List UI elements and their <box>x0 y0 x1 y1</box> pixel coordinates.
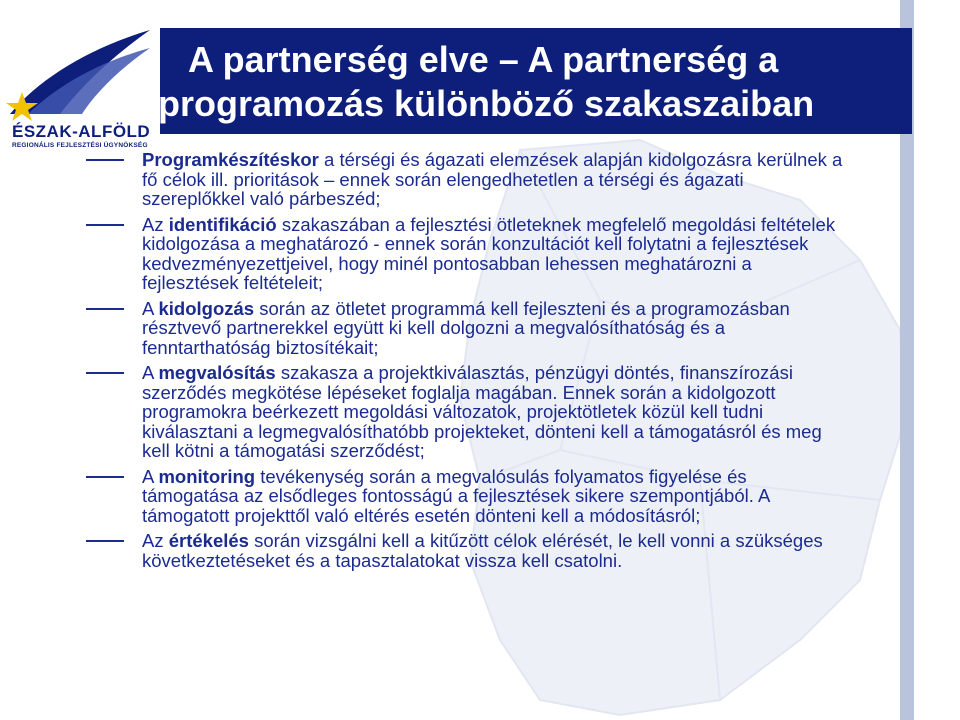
item-text <box>142 150 846 209</box>
item-body: tevékenység során a megvalósulás folyamatos figyelése és támogatása az elsődleges fontosságú a fejlesztések sikere szempontjából. A támogatott projekttől való eltérés esetén dönteni kell a módosításról; <box>142 465 770 526</box>
item-prefix: Az <box>142 213 169 235</box>
item-keyword: monitoring <box>158 465 256 487</box>
logo-subtitle: REGIONÁLIS FEJLESZTÉSI ÜGYNÖKSÉG <box>12 142 148 149</box>
item-text <box>142 215 846 293</box>
title-line-2: programozás különböző szakaszaiban <box>158 83 815 124</box>
dash-bullet <box>86 159 124 161</box>
item-text <box>142 299 846 358</box>
item-body: a térségi és ágazati elemzések alapján kidolgozásra kerülnek a fő célok ill. prioritások – ennek során elengedhetetlen a térségi és ágazati szereplőkkel való párbeszéd; <box>142 149 843 209</box>
list-item <box>86 215 846 293</box>
item-prefix: A <box>142 465 159 487</box>
item-keyword: identifikáció <box>168 213 277 235</box>
dash-bullet <box>86 372 124 374</box>
item-keyword: Programkészítéskor <box>142 149 319 170</box>
item-keyword: értékelés <box>168 530 249 551</box>
item-keyword: megvalósítás <box>158 362 276 383</box>
item-prefix: A <box>142 297 159 319</box>
list-item <box>86 150 846 209</box>
item-text <box>142 467 846 526</box>
item-body: során az ötletet programmá kell fejleszteni és a programozásban résztvevő partnerekkel együtt ki kell dolgozni a megvalósíthatóság és a fenntarthatóság biztosítékait; <box>142 297 790 358</box>
item-prefix: Az <box>142 530 169 551</box>
item-keyword: kidolgozás <box>158 297 255 319</box>
item-body: szakaszában a fejlesztési ötleteknek megfelelő megoldási feltételek kidolgozása a meghatározó - ennek során konzultációt kell folytatni a fejlesztések kedvezményezettjeivel, hogy minél pontosabban lehessen meghatározni a fejlesztések feltételeit; <box>142 213 836 293</box>
item-text <box>142 531 846 570</box>
item-text <box>142 363 846 461</box>
dash-bullet <box>86 476 124 478</box>
dash-bullet <box>86 224 124 226</box>
list-item <box>86 299 846 358</box>
list-item <box>86 467 846 526</box>
list-item <box>86 531 846 570</box>
dash-bullet <box>86 308 124 310</box>
logo <box>0 18 158 149</box>
dash-bullet <box>86 540 124 542</box>
item-body: szakasza a projektkiválasztás, pénzügyi döntés, finanszírozási szerződés megkötése lépéseket foglalja magában. Ennek során a kidolgozott programokra beérkezett megoldási változatok, projektötletek közül kell tudni kiválasztani a legmegvalósíthatóbb projekteket, dönteni kell a támogatásról és meg kell kötni a támogatási szerződést; <box>142 362 822 461</box>
list-item <box>86 363 846 461</box>
logo-star-swoosh-icon <box>0 18 158 122</box>
slide-title <box>158 38 902 126</box>
item-prefix: A <box>142 362 159 383</box>
bullet-list <box>86 150 846 576</box>
title-line-1: A partnerség elve – A partnerség a <box>188 39 779 80</box>
item-body: során vizsgálni kell a kitűzött célok elérését, le kell vonni a szükséges következtetéseket és a tapasztalatokat vissza kell csatolni. <box>142 530 823 571</box>
logo-name: ÉSZAK-ALFÖLD <box>12 122 151 141</box>
